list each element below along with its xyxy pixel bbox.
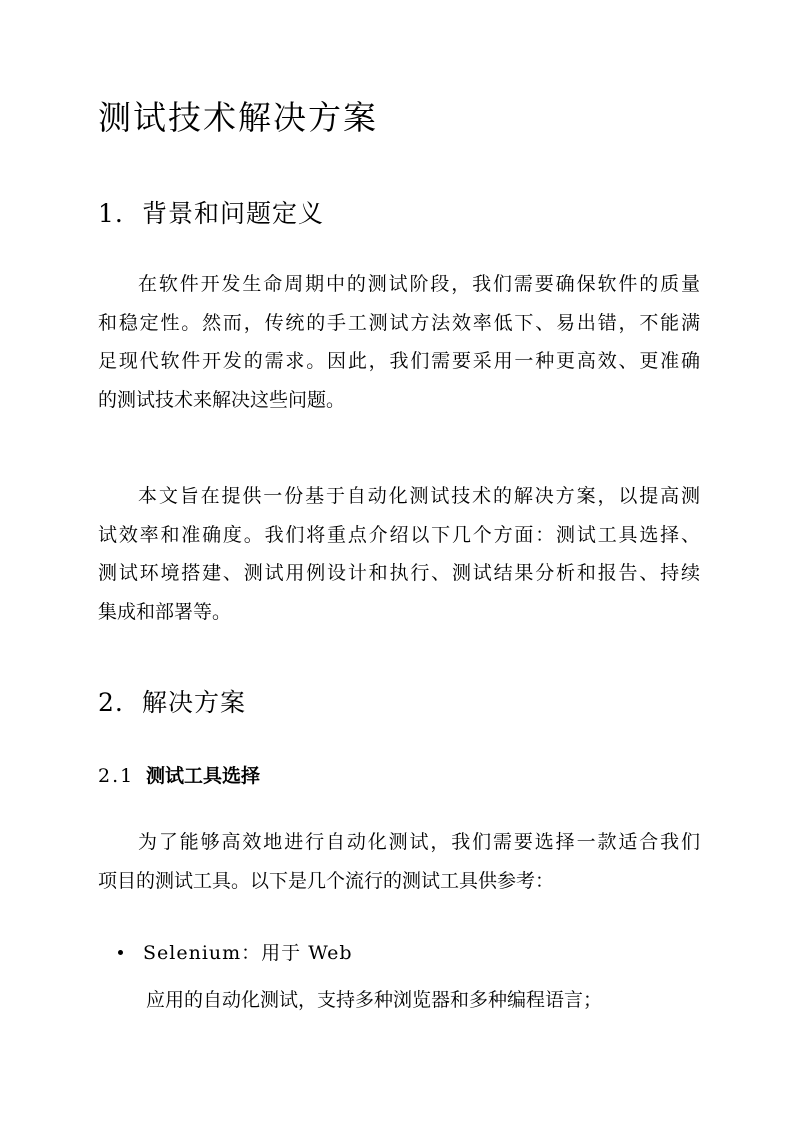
paragraph-line: 测试环境搭建、测试用例设计和执行、测试结果分析和报告、持续: [98, 562, 700, 584]
subsection-title: 测试工具选择: [146, 765, 261, 787]
bullet-icon: [118, 950, 123, 955]
list-item-continuation: 应用的自动化测试，支持多种浏览器和多种编程语言；: [146, 989, 603, 1011]
paragraph-line: 足现代软件开发的需求。因此，我们需要采用一种更高效、更准确: [98, 350, 700, 372]
subsection-number: 2.1: [98, 765, 135, 787]
paragraph-line: 项目的测试工具。以下是几个流行的测试工具供参考：: [98, 869, 555, 892]
paragraph-tool-selection: [98, 823, 700, 900]
list-item: [118, 938, 353, 968]
paragraph-line: 的测试技术来解决这些问题。: [98, 388, 346, 411]
section-2-heading: [98, 686, 246, 720]
paragraph-line: 集成和部署等。: [98, 600, 232, 623]
list-item-text: Selenium：用于 Web: [143, 942, 353, 964]
paragraph-line: 本文旨在提供一份基于自动化测试技术的解决方案，以提高测: [138, 485, 700, 507]
paragraph-purpose: [98, 477, 700, 631]
section-number: 1.: [98, 199, 124, 228]
document-title: 测试技术解决方案: [98, 98, 378, 137]
paragraph-line: 在软件开发生命周期中的测试阶段，我们需要确保软件的质量: [138, 273, 700, 295]
section-number: 2.: [98, 688, 124, 717]
section-1-heading: [98, 197, 324, 231]
paragraph-background: [98, 265, 700, 419]
paragraph-line: 试效率和准确度。我们将重点介绍以下几个方面：测试工具选择、: [98, 523, 700, 546]
paragraph-line: 为了能够高效地进行自动化测试，我们需要选择一款适合我们: [138, 831, 700, 853]
section-title: 背景和问题定义: [142, 199, 325, 228]
subsection-2-1-heading: [98, 762, 260, 790]
section-title: 解决方案: [142, 688, 247, 717]
paragraph-line: 和稳定性。然而，传统的手工测试方法效率低下、易出错，不能满: [98, 311, 700, 334]
